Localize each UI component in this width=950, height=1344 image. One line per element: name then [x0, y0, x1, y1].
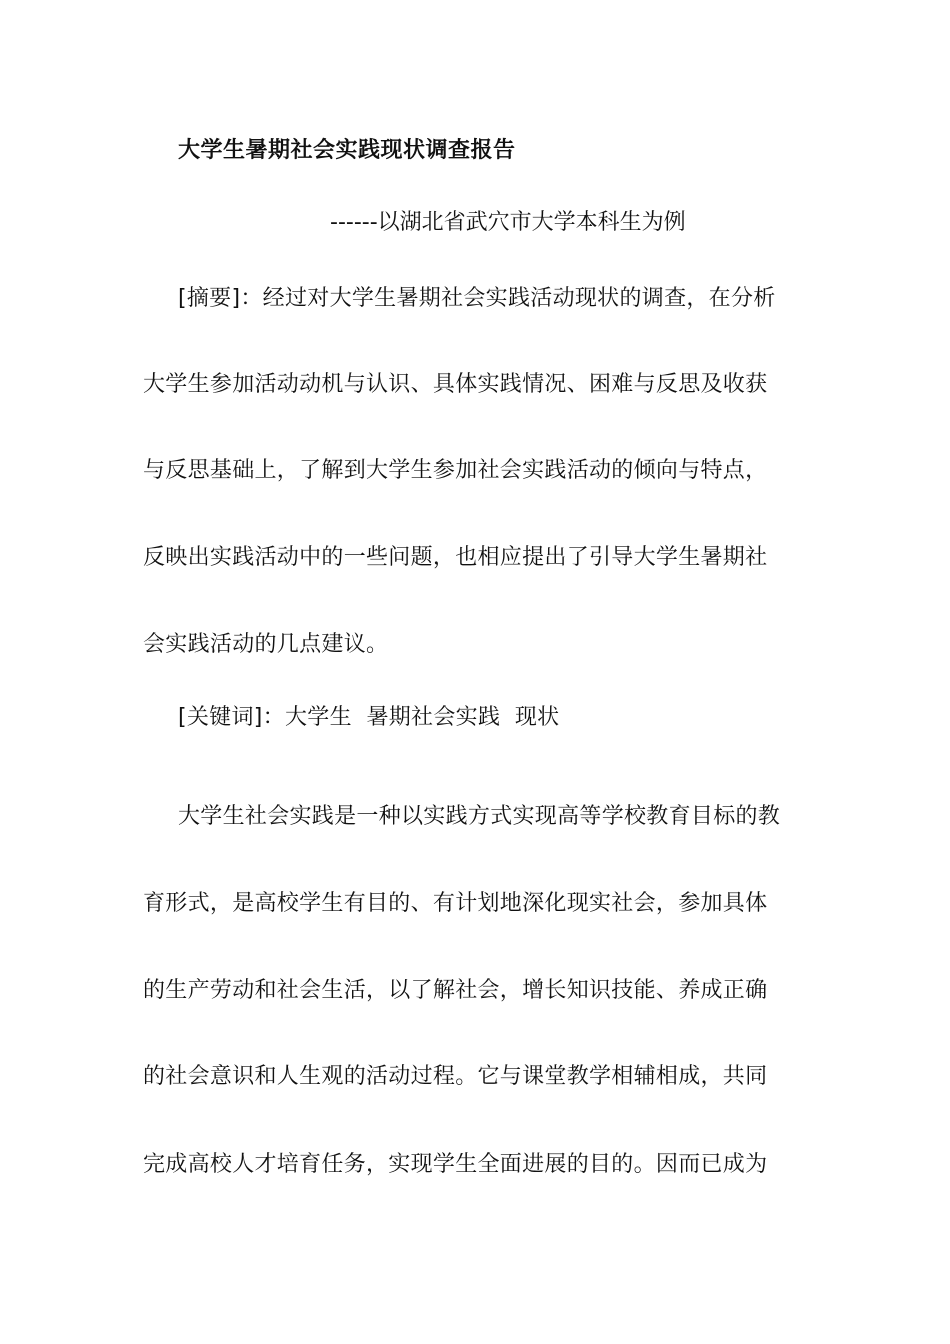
abstract-line: 反映出实践活动中的一些问题，也相应提出了引导大学生暑期社 [143, 545, 768, 570]
abstract-line: 大学生参加活动动机与认识、具体实践情况、困难与反思及收获 [143, 372, 768, 397]
body-line: 的生产劳动和社会生活，以了解社会，增长知识技能、养成正确 [143, 978, 768, 1003]
body-line: 大学生社会实践是一种以实践方式实现高等学校教育目标的教 [178, 804, 781, 829]
abstract-line: 与反思基础上，了解到大学生参加社会实践活动的倾向与特点， [143, 458, 768, 483]
abstract-line: [摘要]：经过对大学生暑期社会实践活动现状的调查，在分析 [178, 286, 776, 311]
keywords-line: [关键词]：大学生 暑期社会实践 现状 [178, 705, 560, 730]
body-line: 育形式，是高校学生有目的、有计划地深化现实社会，参加具体 [143, 891, 768, 916]
document-subtitle: ------以湖北省武穴市大学本科生为例 [330, 210, 686, 235]
document-title: 大学生暑期社会实践现状调查报告 [178, 138, 516, 163]
abstract-line: 会实践活动的几点建议。 [143, 632, 389, 657]
body-line: 的社会意识和人生观的活动过程。它与课堂教学相辅相成，共同 [143, 1064, 768, 1089]
body-line: 完成高校人才培育任务，实现学生全面进展的目的。因而已成为 [143, 1152, 768, 1177]
